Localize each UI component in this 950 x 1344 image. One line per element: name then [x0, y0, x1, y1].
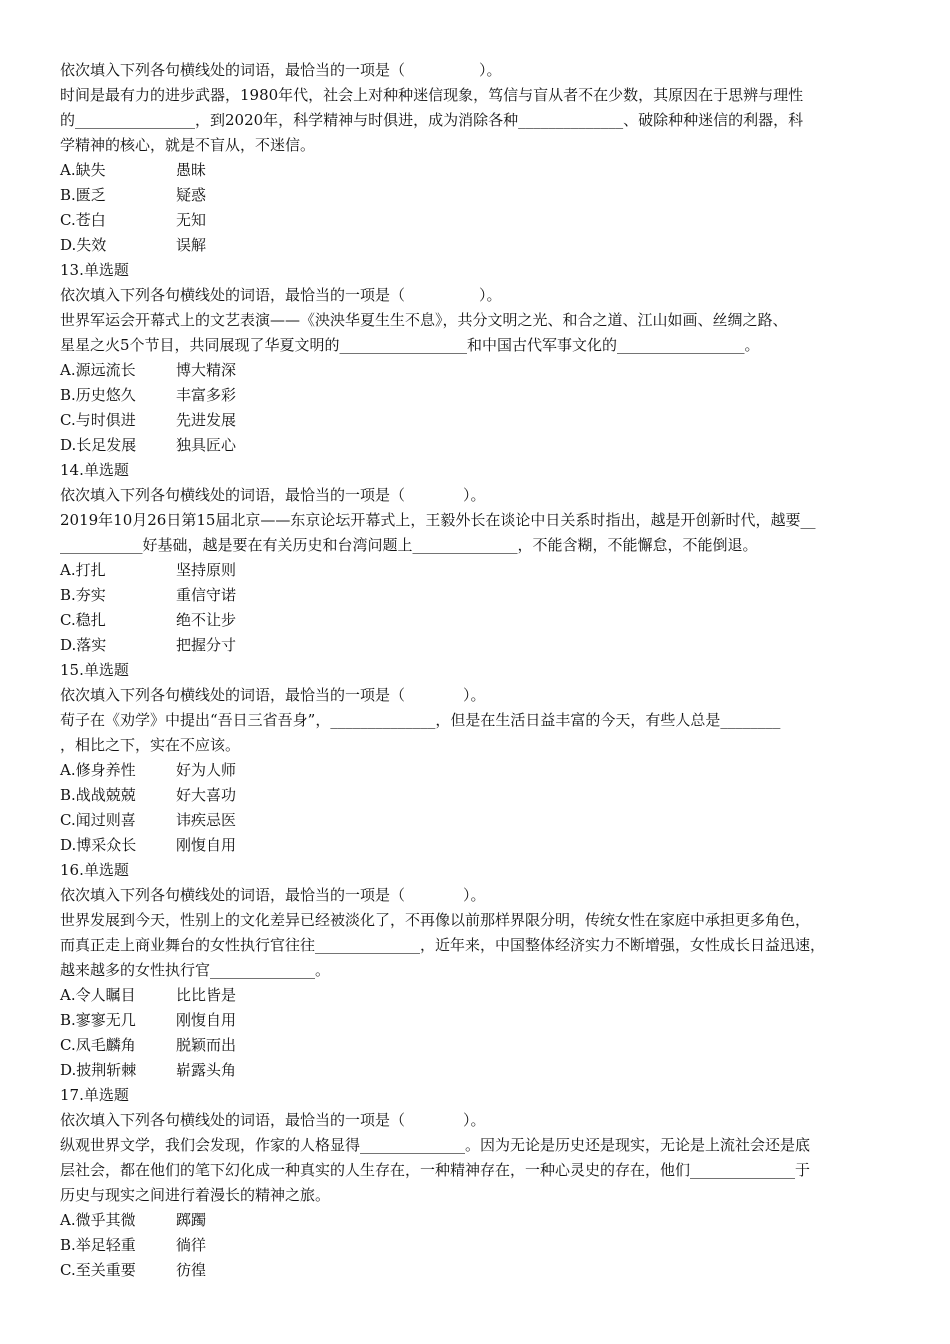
passage-line: 世界军运会开幕式上的文艺表演——《泱泱华夏生生不息》，共分文明之光、和合之道、江山如画、丝绸之路、: [60, 311, 788, 329]
question-17: [60, 1083, 906, 1283]
passage-line: 越来越多的女性执行官______________。: [60, 961, 331, 979]
option-d[interactable]: D.落实 把握分寸: [60, 636, 237, 654]
option-d[interactable]: D.博采众长 刚愎自用: [60, 836, 237, 854]
passage-line: 的________________，到2020年，科学精神与时俱进，成为消除各种______________、破除种种迷信的利器，科: [60, 111, 804, 129]
option-c[interactable]: C.苍白 无知: [60, 211, 207, 229]
passage-line: 星星之火5个节目，共同展现了华夏文明的_________________和中国古代军事文化的_________________。: [60, 336, 760, 354]
question-header: 13.单选题: [60, 261, 129, 279]
option-c[interactable]: C.与时俱进 先进发展: [60, 411, 237, 429]
question-15: [60, 658, 906, 858]
passage-line: ___________好基础，越是要在有关历史和台湾问题上______________，不能含糊，不能懈怠，不能倒退。: [60, 536, 758, 554]
passage-line: 层社会，都在他们的笔下幻化成一种真实的人生存在，一种精神存在，一种心灵史的存在，他们______________于: [60, 1161, 811, 1179]
question-stem: 依次填入下列各句横线处的词语，最恰当的一项是（ ）。: [60, 61, 502, 79]
passage-line: 历史与现实之间进行着漫长的精神之旅。: [60, 1186, 331, 1204]
question-header: 15.单选题: [60, 661, 129, 679]
question-stem: 依次填入下列各句横线处的词语，最恰当的一项是（ ）。: [60, 686, 486, 704]
option-b[interactable]: B.匮乏 疑惑: [60, 186, 207, 204]
passage-line: 而真正走上商业舞台的女性执行官往往______________，近年来，中国整体经济实力不断增强，女性成长日益迅速，: [60, 936, 826, 954]
option-c[interactable]: C.凤毛麟角 脱颖而出: [60, 1036, 237, 1054]
option-c[interactable]: C.闻过则喜 讳疾忌医: [60, 811, 237, 829]
option-a[interactable]: A.打扎 坚持原则: [60, 561, 237, 579]
question-stem: 依次填入下列各句横线处的词语，最恰当的一项是（ ）。: [60, 486, 486, 504]
question-stem: 依次填入下列各句横线处的词语，最恰当的一项是（ ）。: [60, 1111, 486, 1129]
option-a[interactable]: A.源远流长 博大精深: [60, 361, 237, 379]
passage-line: 世界发展到今天，性别上的文化差异已经被淡化了，不再像以前那样界限分明，传统女性在家庭中承担更多角色，: [60, 911, 811, 929]
option-b[interactable]: B.夯实 重信守诺: [60, 586, 237, 604]
passage-line: 2019年10月26日第15届北京——东京论坛开幕式上，王毅外长在谈论中日关系时指出，越是开创新时代，越要__: [60, 511, 816, 529]
option-b[interactable]: B.寥寥无几 刚愎自用: [60, 1011, 237, 1029]
question-stem: 依次填入下列各句横线处的词语，最恰当的一项是（ ）。: [60, 886, 486, 904]
option-b[interactable]: B.举足轻重 徜徉: [60, 1236, 207, 1254]
question-header: 16.单选题: [60, 861, 129, 879]
question-header: 17.单选题: [60, 1086, 129, 1104]
option-b[interactable]: B.战战兢兢 好大喜功: [60, 786, 237, 804]
question-header: 14.单选题: [60, 461, 129, 479]
passage-line: ，相比之下，实在不应该。: [60, 736, 241, 754]
option-a[interactable]: A.缺失 愚昧: [60, 161, 207, 179]
option-a[interactable]: A.令人瞩目 比比皆是: [60, 986, 237, 1004]
question-12: [60, 58, 906, 258]
question-14: [60, 458, 906, 658]
question-16: [60, 858, 906, 1083]
option-a[interactable]: A.微乎其微 踯躅: [60, 1211, 207, 1229]
passage-line: 纵观世界文学，我们会发现，作家的人格显得______________。因为无论是历史还是现实，无论是上流社会还是底: [60, 1136, 811, 1154]
question-13: [60, 258, 906, 458]
option-d[interactable]: D.失效 误解: [60, 236, 207, 254]
option-b[interactable]: B.历史悠久 丰富多彩: [60, 386, 237, 404]
question-stem: 依次填入下列各句横线处的词语，最恰当的一项是（ ）。: [60, 286, 502, 304]
option-c[interactable]: C.稳扎 绝不让步: [60, 611, 237, 629]
passage-line: 时间是最有力的进步武器，1980年代，社会上对种种迷信现象，笃信与盲从者不在少数，其原因在于思辨与理性: [60, 86, 804, 104]
option-a[interactable]: A.修身养性 好为人师: [60, 761, 237, 779]
option-d[interactable]: D.长足发展 独具匠心: [60, 436, 237, 454]
exam-page: [60, 58, 906, 1283]
passage-line: 荀子在《劝学》中提出“吾日三省吾身”，______________，但是在生活日益丰富的今天，有些人总是________: [60, 711, 781, 729]
option-d[interactable]: D.披荆斩棘 崭露头角: [60, 1061, 237, 1079]
passage-line: 学精神的核心，就是不盲从，不迷信。: [60, 136, 316, 154]
option-c[interactable]: C.至关重要 彷徨: [60, 1261, 207, 1279]
